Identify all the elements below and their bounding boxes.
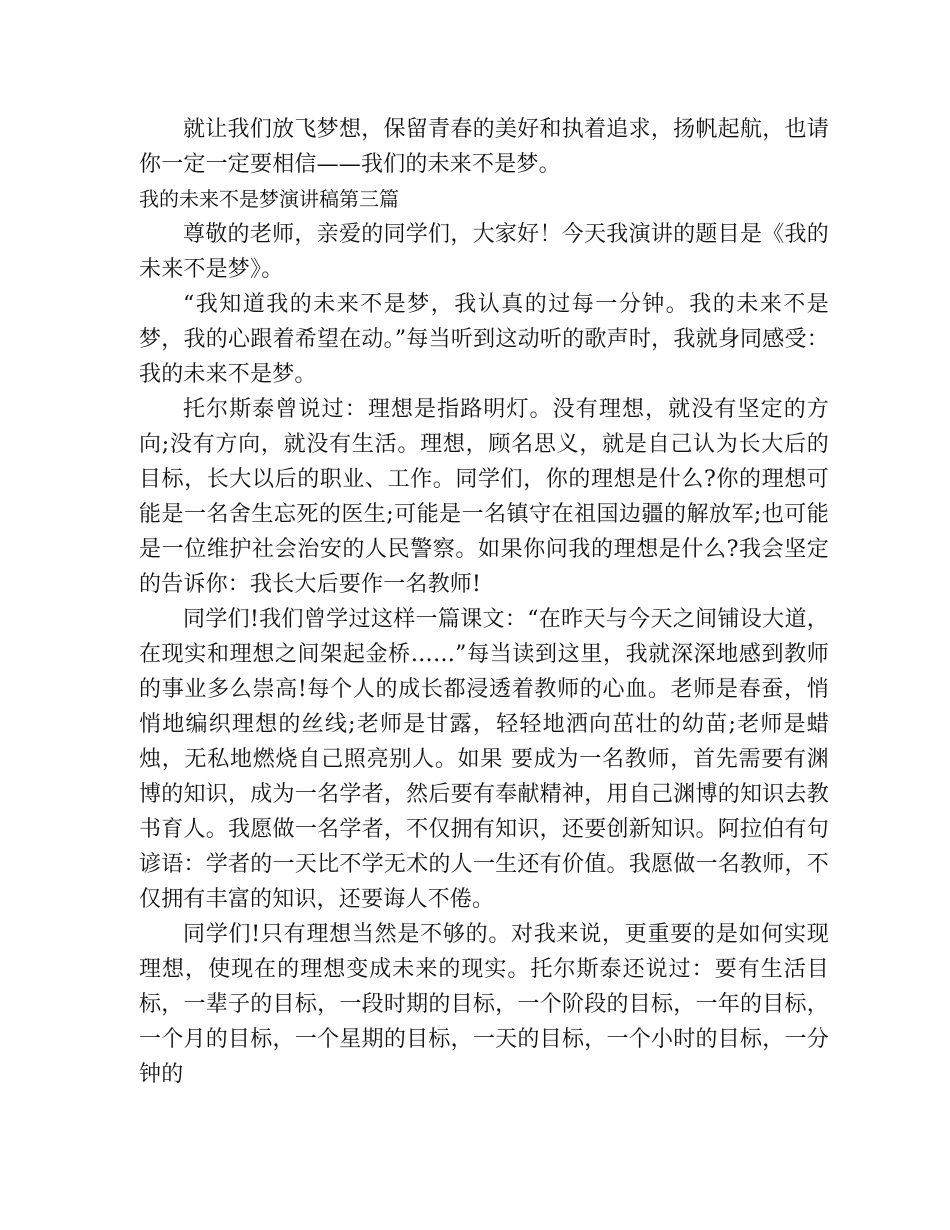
paragraph-goals: 同学们!只有理想当然是不够的。对我来说，更重要的是如何实现理想，使现在的理想变成未来的现实。托尔斯泰还说过：要有生活目标，一辈子的目标，一段时期的目标，一个阶段的目标，一年的目标，一个月的目标，一个星期的目标，一天的目标，一个小时的目标，一分钟的: [139, 922, 829, 1087]
section-heading: 我的未来不是梦演讲稿第三篇: [139, 187, 399, 211]
paragraph-song-quote: “我知道我的未来不是梦，我认真的过每一分钟。我的未来不是梦，我的心跟着希望在动。”每当听到这动听的歌声时，我就身同感受：我的未来不是梦。: [139, 292, 829, 387]
paragraph-teacher: 同学们!我们曾学过这样一篇课文：“在昨天与今天之间铺设大道，在现实和理想之间架起金桥……”每当读到这里，我就深深地感到教师的事业多么崇高!每个人的成长都浸透着教师的心血。老师是春蚕，悄悄地编织理想的丝线;老师是甘露，轻轻地洒向茁壮的幼苗;老师是蜡烛，无私地燃烧自己照亮别人。如果 要成为一名教师，首先需要有渊博的知识，成为一名学者，然后要有奉献精神，用自己渊博的知识去教书育人。我愿做一名学者，不仅拥有知识，还要创新知识。阿拉伯有句谚语：学者的一天比不学无术的人一生还有价值。我愿做一名教师，不仅拥有丰富的知识，还要诲人不倦。: [139, 607, 829, 912]
paragraph-ideal: 托尔斯泰曾说过：理想是指路明灯。没有理想，就没有坚定的方向;没有方向，就没有生活。理想，顾名思义，就是自己认为长大后的目标，长大以后的职业、工作。同学们，你的理想是什么?你的理想可能是一名舍生忘死的医生;可能是一名镇守在祖国边疆的解放军;也可能是一位维护社会治安的人民警察。如果你问我的理想是什么?我会坚定的告诉你：我长大后要作一名教师!: [139, 397, 829, 597]
paragraph-greeting: 尊敬的老师，亲爱的同学们，大家好！今天我演讲的题目是《我的未来不是梦》。: [139, 222, 829, 282]
paragraph-closing-previous: 就让我们放飞梦想，保留青春的美好和执着追求，扬帆起航，也请你一定一定要相信——我们的未来不是梦。: [139, 117, 829, 177]
document-body: [139, 112, 829, 1092]
